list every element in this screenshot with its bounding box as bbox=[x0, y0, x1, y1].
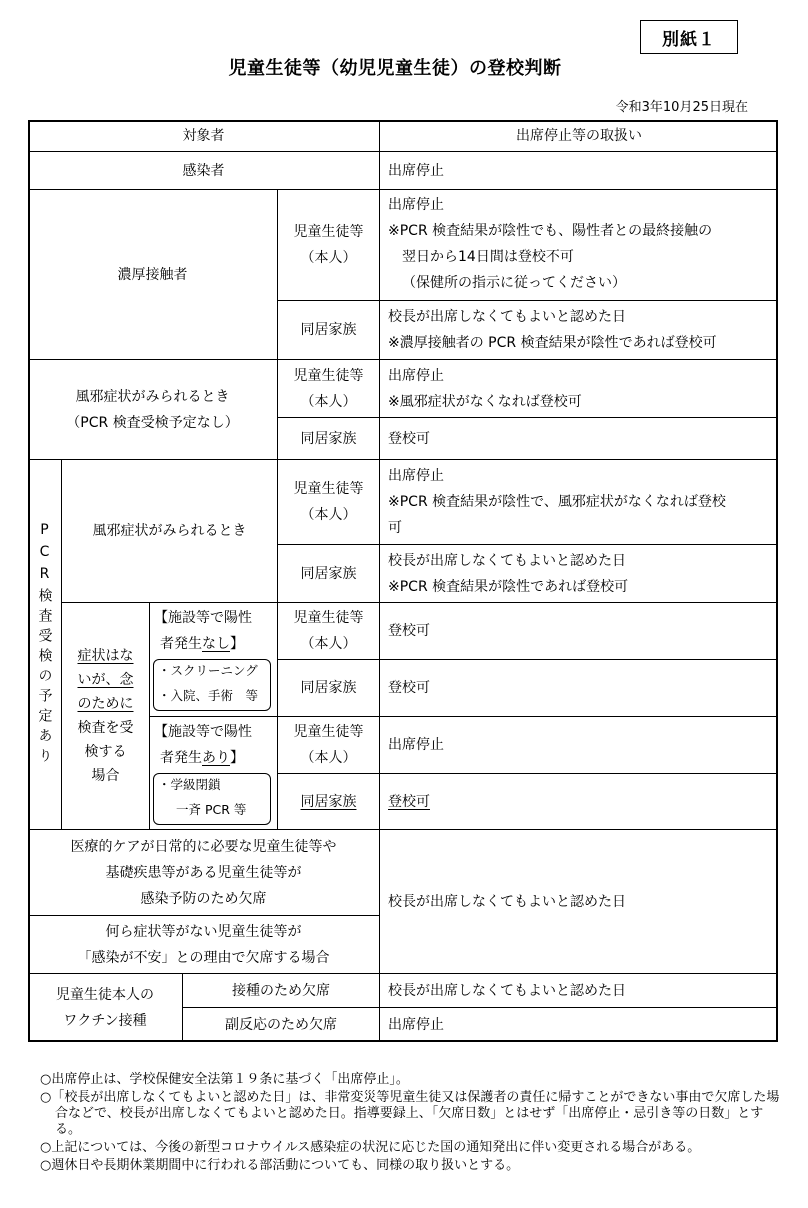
facility-present-family-label: 同居家族 bbox=[278, 774, 380, 830]
cold-no-pcr-family-label: 同居家族 bbox=[278, 418, 380, 460]
facility-present-label: 【施設等で陽性 者発生あり】 ・学級閉鎖 一斉 PCR 等 bbox=[150, 717, 278, 830]
facility-none-self-label: 児童生徒等 （本人） bbox=[278, 603, 380, 660]
cold-no-pcr-label: 風邪症状がみられるとき （PCR 検査受検予定なし） bbox=[28, 360, 278, 460]
note-item: ○出席停止は、学校保健安全法第１９条に基づく「出席停止」。 bbox=[40, 1072, 409, 1087]
pcr-cold-family-handling: 校長が出席しなくてもよいと認めた日 ※PCR 検査結果が陰性であれば登校可 bbox=[380, 545, 778, 603]
close-contact-label: 濃厚接触者 bbox=[28, 190, 278, 360]
infected-handling: 出席停止 bbox=[380, 152, 778, 190]
vaccine-label: 児童生徒本人の ワクチン接種 bbox=[28, 974, 183, 1042]
facility-none-self-handling: 登校可 bbox=[380, 603, 778, 660]
side-effect-absence-label: 副反応のため欠席 bbox=[183, 1008, 380, 1042]
vaccination-absence-handling: 校長が出席しなくてもよいと認めた日 bbox=[380, 974, 778, 1008]
close-contact-self-label: 児童生徒等 （本人） bbox=[278, 190, 380, 301]
facility-present-self-handling: 出席停止 bbox=[380, 717, 778, 774]
close-contact-self-handling: 出席停止 ※PCR 検査結果が陰性でも、陽性者との最終接触の 翌日から14日間は登校不可 （保健所の指示に従ってください） bbox=[380, 190, 778, 301]
pcr-scheduled-vertical-label: PCR検査受検の予定あり bbox=[28, 460, 62, 830]
notes bbox=[40, 1072, 780, 1176]
medical-handling: 校長が出席しなくてもよいと認めた日 bbox=[380, 830, 778, 974]
pcr-cold-self-label: 児童生徒等 （本人） bbox=[278, 460, 380, 545]
side-effect-absence-handling: 出席停止 bbox=[388, 1017, 444, 1033]
anxiety-absence-label: 何ら症状等がない児童生徒等が 「感染が不安」との理由で欠席する場合 bbox=[28, 916, 380, 974]
as-of-date: 令和3年10月25日現在 bbox=[615, 100, 748, 115]
medical-care-label: 医療的ケアが日常的に必要な児童生徒等や 基礎疾患等がある児童生徒等が 感染予防のため欠席 bbox=[28, 830, 380, 916]
cold-no-pcr-self-label: 児童生徒等 （本人） bbox=[278, 360, 380, 418]
pcr-cold-self-handling: 出席停止 ※PCR 検査結果が陰性で、風邪症状がなくなれば登校 可 bbox=[380, 460, 778, 545]
facility-present-example-1: ・学級閉鎖 bbox=[158, 777, 221, 792]
facility-present-example-2: 一斉 PCR 等 bbox=[176, 802, 247, 817]
facility-none-example-2: ・入院、手術 等 bbox=[158, 688, 259, 703]
note-item: ○「校長が出席しなくてもよいと認めた日」は、非常変災等児童生徒又は保護者の責任に帰すことができない事由で欠席した場合などで、校長が出席しなくてもよいと認めた日。指導要録上、「欠席日数」とはせず「出席停止・忌引き等の日数」とする。 bbox=[40, 1090, 780, 1137]
page-title: 児童生徒等（幼児児童生徒）の登校判断 bbox=[228, 58, 562, 79]
pcr-cold-family-label: 同居家族 bbox=[278, 545, 380, 603]
note-item: ○週休日や長期休業期間中に行われる部活動についても、同様の取り扱いとする。 bbox=[40, 1158, 520, 1173]
facility-none-label: 【施設等で陽性 者発生なし】 ・スクリーニング ・入院、手術 等 bbox=[150, 603, 278, 717]
precaution-test-label: 症状はな いが、念 のために 検査を受 検する 場合 bbox=[62, 603, 150, 830]
close-contact-family-label: 同居家族 bbox=[278, 301, 380, 360]
cold-no-pcr-family-handling: 登校可 bbox=[380, 418, 778, 460]
cold-no-pcr-self-handling: 出席停止 ※風邪症状がなくなれば登校可 bbox=[380, 360, 778, 418]
facility-present-self-label: 児童生徒等 （本人） bbox=[278, 717, 380, 774]
pcr-cold-label: 風邪症状がみられるとき bbox=[62, 460, 278, 603]
header-target: 対象者 bbox=[28, 120, 380, 152]
facility-none-family-handling: 登校可 bbox=[380, 660, 778, 717]
attendance-table bbox=[28, 120, 778, 1042]
note-item: ○上記については、今後の新型コロナウイルス感染症の状況に応じた国の通知発出に伴い変更される場合がある。 bbox=[40, 1140, 701, 1155]
header-handling: 出席停止等の取扱い bbox=[380, 120, 778, 152]
vaccination-absence-label: 接種のため欠席 bbox=[183, 974, 380, 1008]
facility-present-family-handling: 登校可 bbox=[380, 774, 778, 830]
infected-label: 感染者 bbox=[28, 152, 380, 190]
close-contact-family-handling: 校長が出席しなくてもよいと認めた日 ※濃厚接触者の PCR 検査結果が陰性であれば登校可 bbox=[380, 301, 778, 360]
attachment-badge: 別紙１ bbox=[640, 20, 738, 54]
facility-none-example-1: ・スクリーニング bbox=[158, 663, 258, 678]
facility-none-family-label: 同居家族 bbox=[278, 660, 380, 717]
